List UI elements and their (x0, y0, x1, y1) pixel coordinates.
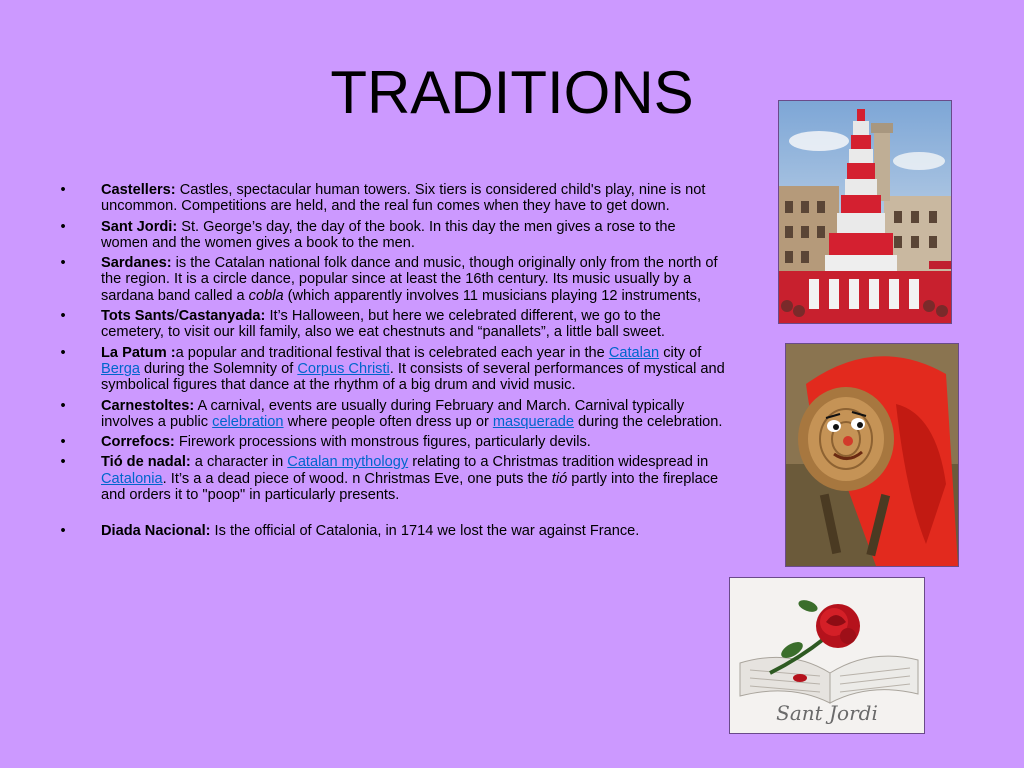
item-label: Sant Jordi: (101, 218, 178, 235)
item-text-after: (which apparently involves 11 musicians playing 12 instruments, (283, 287, 702, 304)
item-text: a character in (190, 454, 288, 471)
sant-jordi-photo (729, 577, 925, 734)
bullet-dot: • (60, 344, 66, 361)
item-italic: tió (551, 470, 568, 487)
bullet-dot: • (60, 397, 66, 414)
item-label: Diada Nacional: (101, 523, 211, 540)
link-berga[interactable]: Berga (101, 360, 140, 377)
item-label: Tots Sants (101, 308, 175, 325)
link-catalonia[interactable]: Catalonia (101, 470, 163, 487)
item-label: La Patum : (101, 344, 176, 361)
rose-caption: Sant Jordi (776, 701, 878, 725)
list-item-la-patum (56, 345, 726, 394)
list-item-sardanes (56, 255, 726, 304)
bullet-dot: • (60, 255, 66, 272)
item-label: Correfocs: (101, 434, 175, 451)
item-text: Firework processions with monstrous figures, particularly devils. (174, 434, 591, 451)
item-italic: cobla (248, 287, 284, 304)
castellers-photo (778, 100, 952, 324)
label-separator: / (174, 308, 179, 325)
link-catalan[interactable]: Catalan (608, 344, 660, 361)
tio-de-nadal-photo (785, 343, 959, 567)
list-item-correfocs (56, 434, 726, 450)
item-text: Castles, spectacular human towers. Six tiers is considered child's play, nine is not uncommon. Competitions are held, and the real fun comes when they have to get down. (101, 182, 706, 215)
item-text: relating to a Christmas tradition widespread in (408, 454, 709, 471)
list-item-sant-jordi (56, 219, 726, 252)
item-label: Sardanes: (101, 255, 172, 272)
link-corpus-christi[interactable]: Corpus Christi (297, 360, 390, 377)
link-masquerade[interactable]: masquerade (492, 413, 574, 430)
rose-book-illustration (730, 578, 924, 733)
item-text: during the celebration. (574, 413, 723, 430)
item-label: Tió de nadal: (101, 454, 191, 471)
list-item-diada-nacional (56, 523, 726, 539)
item-label-2: Castanyada: (178, 308, 266, 325)
item-text: . It consists of several performances of mystical and symbolical figures that dance at the rhythm of a big drum and vivid music. (101, 360, 725, 394)
item-text: a popular and traditional festival that is celebrated each year in the (175, 344, 609, 361)
bullet-dot: • (60, 218, 66, 235)
list-item-tio-de-nadal (56, 454, 726, 503)
item-label: Castellers: (101, 182, 176, 198)
item-text: partly into the fireplace and orders it to "poop" in particularly presents. (101, 470, 719, 504)
bullet-dot: • (60, 523, 66, 540)
list-item-carnestoltes (56, 398, 726, 431)
bullet-list (56, 182, 726, 544)
link-catalan-mythology[interactable]: Catalan mythology (287, 454, 409, 471)
tio-illustration (786, 344, 958, 566)
list-item-castellers (56, 182, 726, 215)
item-text: during the Solemnity of (139, 360, 298, 377)
bullet-dot: • (60, 182, 66, 198)
item-text: . It’s a a dead piece of wood. n Christmas Eve, one puts the (162, 470, 552, 487)
bullet-dot: • (60, 454, 66, 471)
item-label: Carnestoltes: (101, 397, 195, 414)
item-text: Is the official of Catalonia, in 1714 we lost the war against France. (210, 523, 640, 540)
item-text: St. George’s day, the day of the book. In this day the men gives a rose to the women and the women gives a book to the men. (101, 218, 676, 251)
item-text: A carnival, events are usually during February and March. Carnival typically involves a public (101, 397, 685, 430)
item-text: is the Catalan national folk dance and music, though originally only from the north of the region. It is a circle dance, popular since at least the 16th century. Its music usually by a sardana band called a (101, 255, 718, 304)
item-text: It’s Halloween, but here we celebrated different, we go to the cemetery, to visit our kill family, also we eat chestnuts and “panallets”, a little ball sweet. (101, 308, 665, 341)
item-text: city of (659, 344, 702, 361)
item-text: where people often dress up or (283, 413, 493, 430)
link-celebration[interactable]: celebration (212, 413, 284, 430)
bullet-dot: • (60, 308, 66, 325)
list-item-tots-sants (56, 308, 726, 341)
bullet-dot: • (60, 434, 66, 451)
castellers-illustration (779, 101, 951, 323)
slide-title: TRADITIONS (330, 59, 694, 126)
